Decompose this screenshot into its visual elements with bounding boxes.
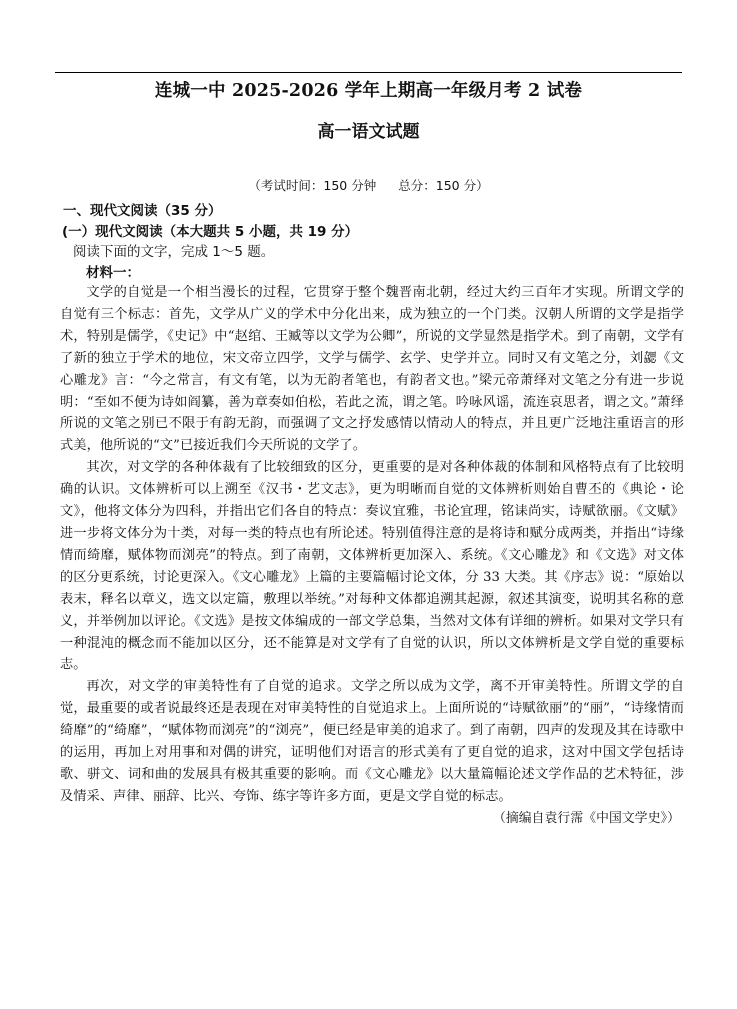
reading-instruction: 阅读下面的文字，完成 1～5 题。	[73, 244, 275, 260]
exam-subtitle: 高一语文试题	[317, 122, 420, 142]
exam-time: （考试时间：150 分钟	[248, 178, 377, 193]
total-score: 总分：150 分）	[398, 178, 489, 193]
top-rule	[55, 72, 682, 73]
passage-paragraph: 其次，对文学的各种体裁有了比较细致的区分，更重要的是对各种体裁的体制和风格特点有了比较明确的认识。文体辨析可以上溯至《汉书・艺文志》，更为明晰而自觉的文体辨析则始自曹丕的《典论・论文》，他将文体分为四科，并指出它们各自的特点：奏议宜雅，书论宜理，铭诔尚实，诗赋欲丽。《文赋》进一步将文体分为十类，对每一类的特点也有所论述。特别值得注意的是将诗和赋分成两类，并指出“诗缘情而绮靡，赋体物而浏亮”的特点。到了南朝，文体辨析更加深入、系统。《文心雕龙》和《文选》对文体的区分更系统，讨论更深入。《文心雕龙》上篇的主要篇幅讨论文体，分 33 大类。其《序志》说：“原始以表末，释名以章义，选文以定篇，敷理以举统。”对每种文体都追溯其起源，叙述其演变，说明其名称的意义，并举例加以评论。《文选》是按文体编成的一部文学总集，当然对文体有详细的辨析。如果对文学只有一种混沌的概念而不能加以区分，还不能算是对文学有了自觉的认识，所以文体辨析是文学自觉的重要标志。	[60, 460, 684, 673]
section-heading: 一、现代文阅读（35 分）	[63, 203, 222, 219]
passage	[60, 282, 684, 830]
passage-paragraph: 文学的自觉是一个相当漫长的过程，它贯穿于整个魏晋南北朝，经过大约三百年才实现。所谓文学的自觉有三个标志：首先，文学从广义的学术中分化出来，成为独立的一个门类。汉朝人所谓的文学是指学术，特别是儒学，《史记》中“赵绾、王臧等以文学为公卿”，所说的文学显然是指学术。到了南朝，文学有了新的独立于学术的地位，宋文帝立四学，文学与儒学、玄学、史学并立。同时又有文笔之分，刘勰《文心雕龙》言：“今之常言，有文有笔，以为无韵者笔也，有韵者文也。”梁元帝萧绎对文笔之分有进一步说明：“至如不便为诗如阎纂，善为章奏如伯松，若此之流，谓之笔。吟咏风谣，流连哀思者，谓之文。”萧绎所说的文笔之别已不限于有韵无韵，而强调了文之抒发感情以情动人的特点，并且更广泛地注重语言的形式美，他所说的“文”已接近我们今天所说的文学了。	[60, 285, 684, 454]
material-label: 材料一：	[86, 265, 140, 281]
passage-source: （摘编自袁行霈《中国文学史》）	[492, 810, 680, 826]
exam-title: 连城一中 2025-2026 学年上期高一年级月考 2 试卷	[154, 81, 583, 101]
subsection-heading: (一）现代文阅读（本大题共 5 小题，共 19 分）	[62, 224, 359, 240]
exam-info	[0, 176, 737, 194]
passage-paragraph: 再次，对文学的审美特性有了自觉的追求。文学之所以成为文学，离不开审美特性。所谓文学的自觉，最重要的或者说最终还是表现在对审美特性的自觉追求上。上面所说的“诗赋欲丽”的“丽”，“诗缘情而绮靡”的“绮靡”，“赋体物而浏亮”的“浏亮”，便已经是审美的追求了。到了南朝，四声的发现及其在诗歌中的运用，再加上对用事和对偶的讲究，证明他们对语言的形式美有了更自觉的追求，这对中国文学包括诗歌、骈文、词和曲的发展具有极其重要的影响。而《文心雕龙》以大量篇幅论述文学作品的艺术特征，涉及情采、声律、丽辞、比兴、夸饰、练字等许多方面，更是文学自觉的标志。	[60, 679, 684, 804]
